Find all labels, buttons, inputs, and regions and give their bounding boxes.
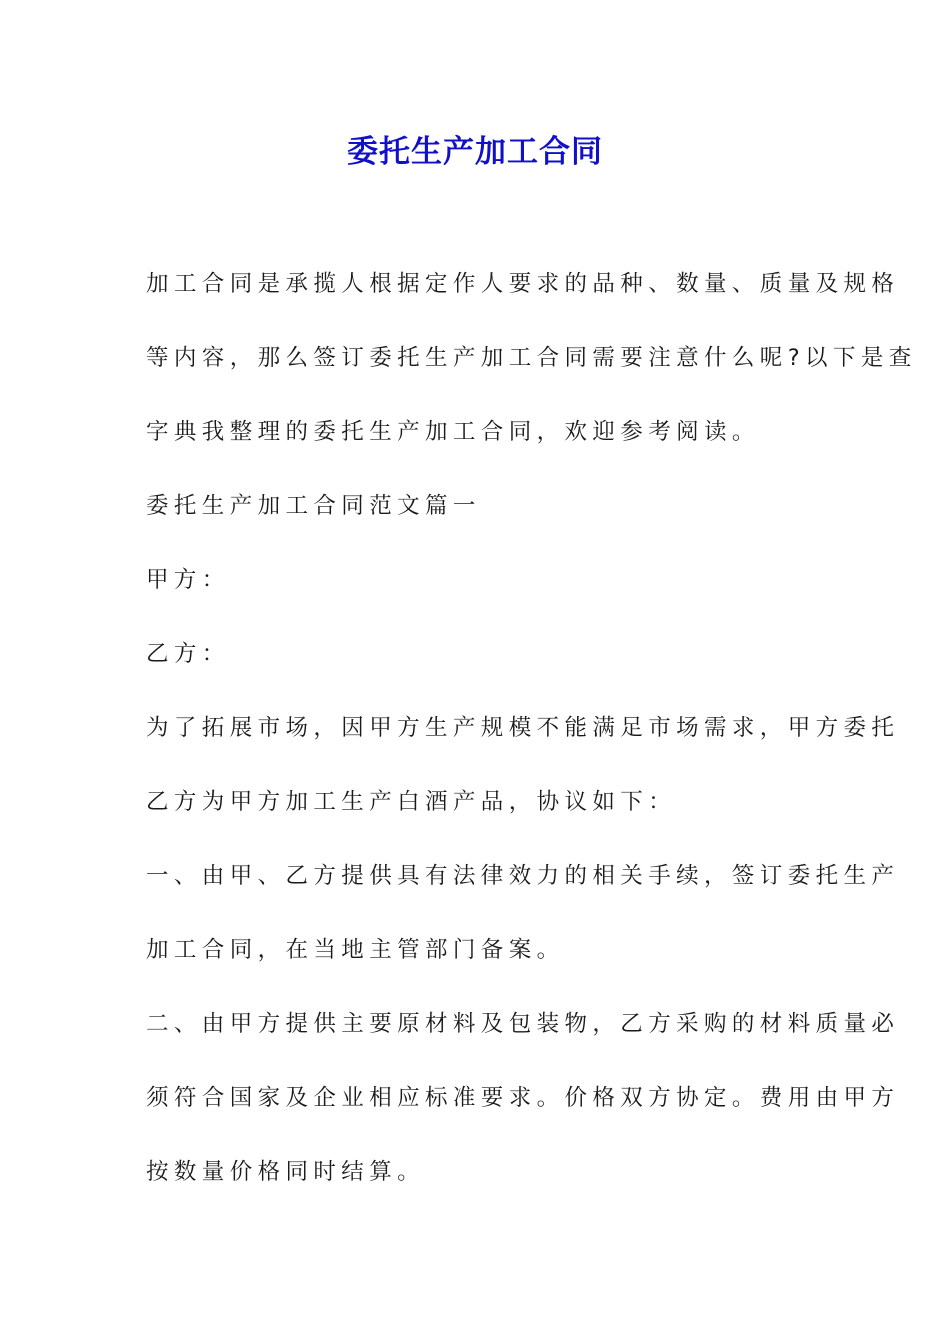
- document-body: [146, 262, 917, 1224]
- purpose-line-1: 为了拓展市场，因甲方生产规模不能满足市场需求，甲方委托: [146, 715, 900, 741]
- party-a-line: 甲方：: [146, 567, 230, 593]
- section-heading: 委托生产加工合同范文篇一: [146, 493, 481, 519]
- document-title: 委托生产加工合同: [347, 134, 603, 170]
- party-b-line: 乙方：: [146, 641, 230, 667]
- clause-1-line-1: 一、由甲、乙方提供具有法律效力的相关手续，签订委托生产: [146, 863, 900, 889]
- clause-2-line-1: 二、由甲方提供主要原材料及包装物，乙方采购的材料质量必: [146, 1011, 900, 1037]
- clause-1-line-2: 加工合同，在当地主管部门备案。: [146, 937, 565, 963]
- clause-2-line-2: 须符合国家及企业相应标准要求。价格双方协定。费用由甲方: [146, 1085, 900, 1111]
- clause-2-line-3: 按数量价格同时结算。: [146, 1159, 426, 1185]
- purpose-line-2: 乙方为甲方加工生产白酒产品，协议如下：: [146, 789, 677, 815]
- intro-line-1: 加工合同是承揽人根据定作人要求的品种、数量、质量及规格: [146, 271, 900, 297]
- intro-line-2: 等内容，那么签订委托生产加工合同需要注意什么呢?以下是查: [146, 345, 917, 371]
- intro-line-3: 字典我整理的委托生产加工合同，欢迎参考阅读。: [146, 419, 760, 445]
